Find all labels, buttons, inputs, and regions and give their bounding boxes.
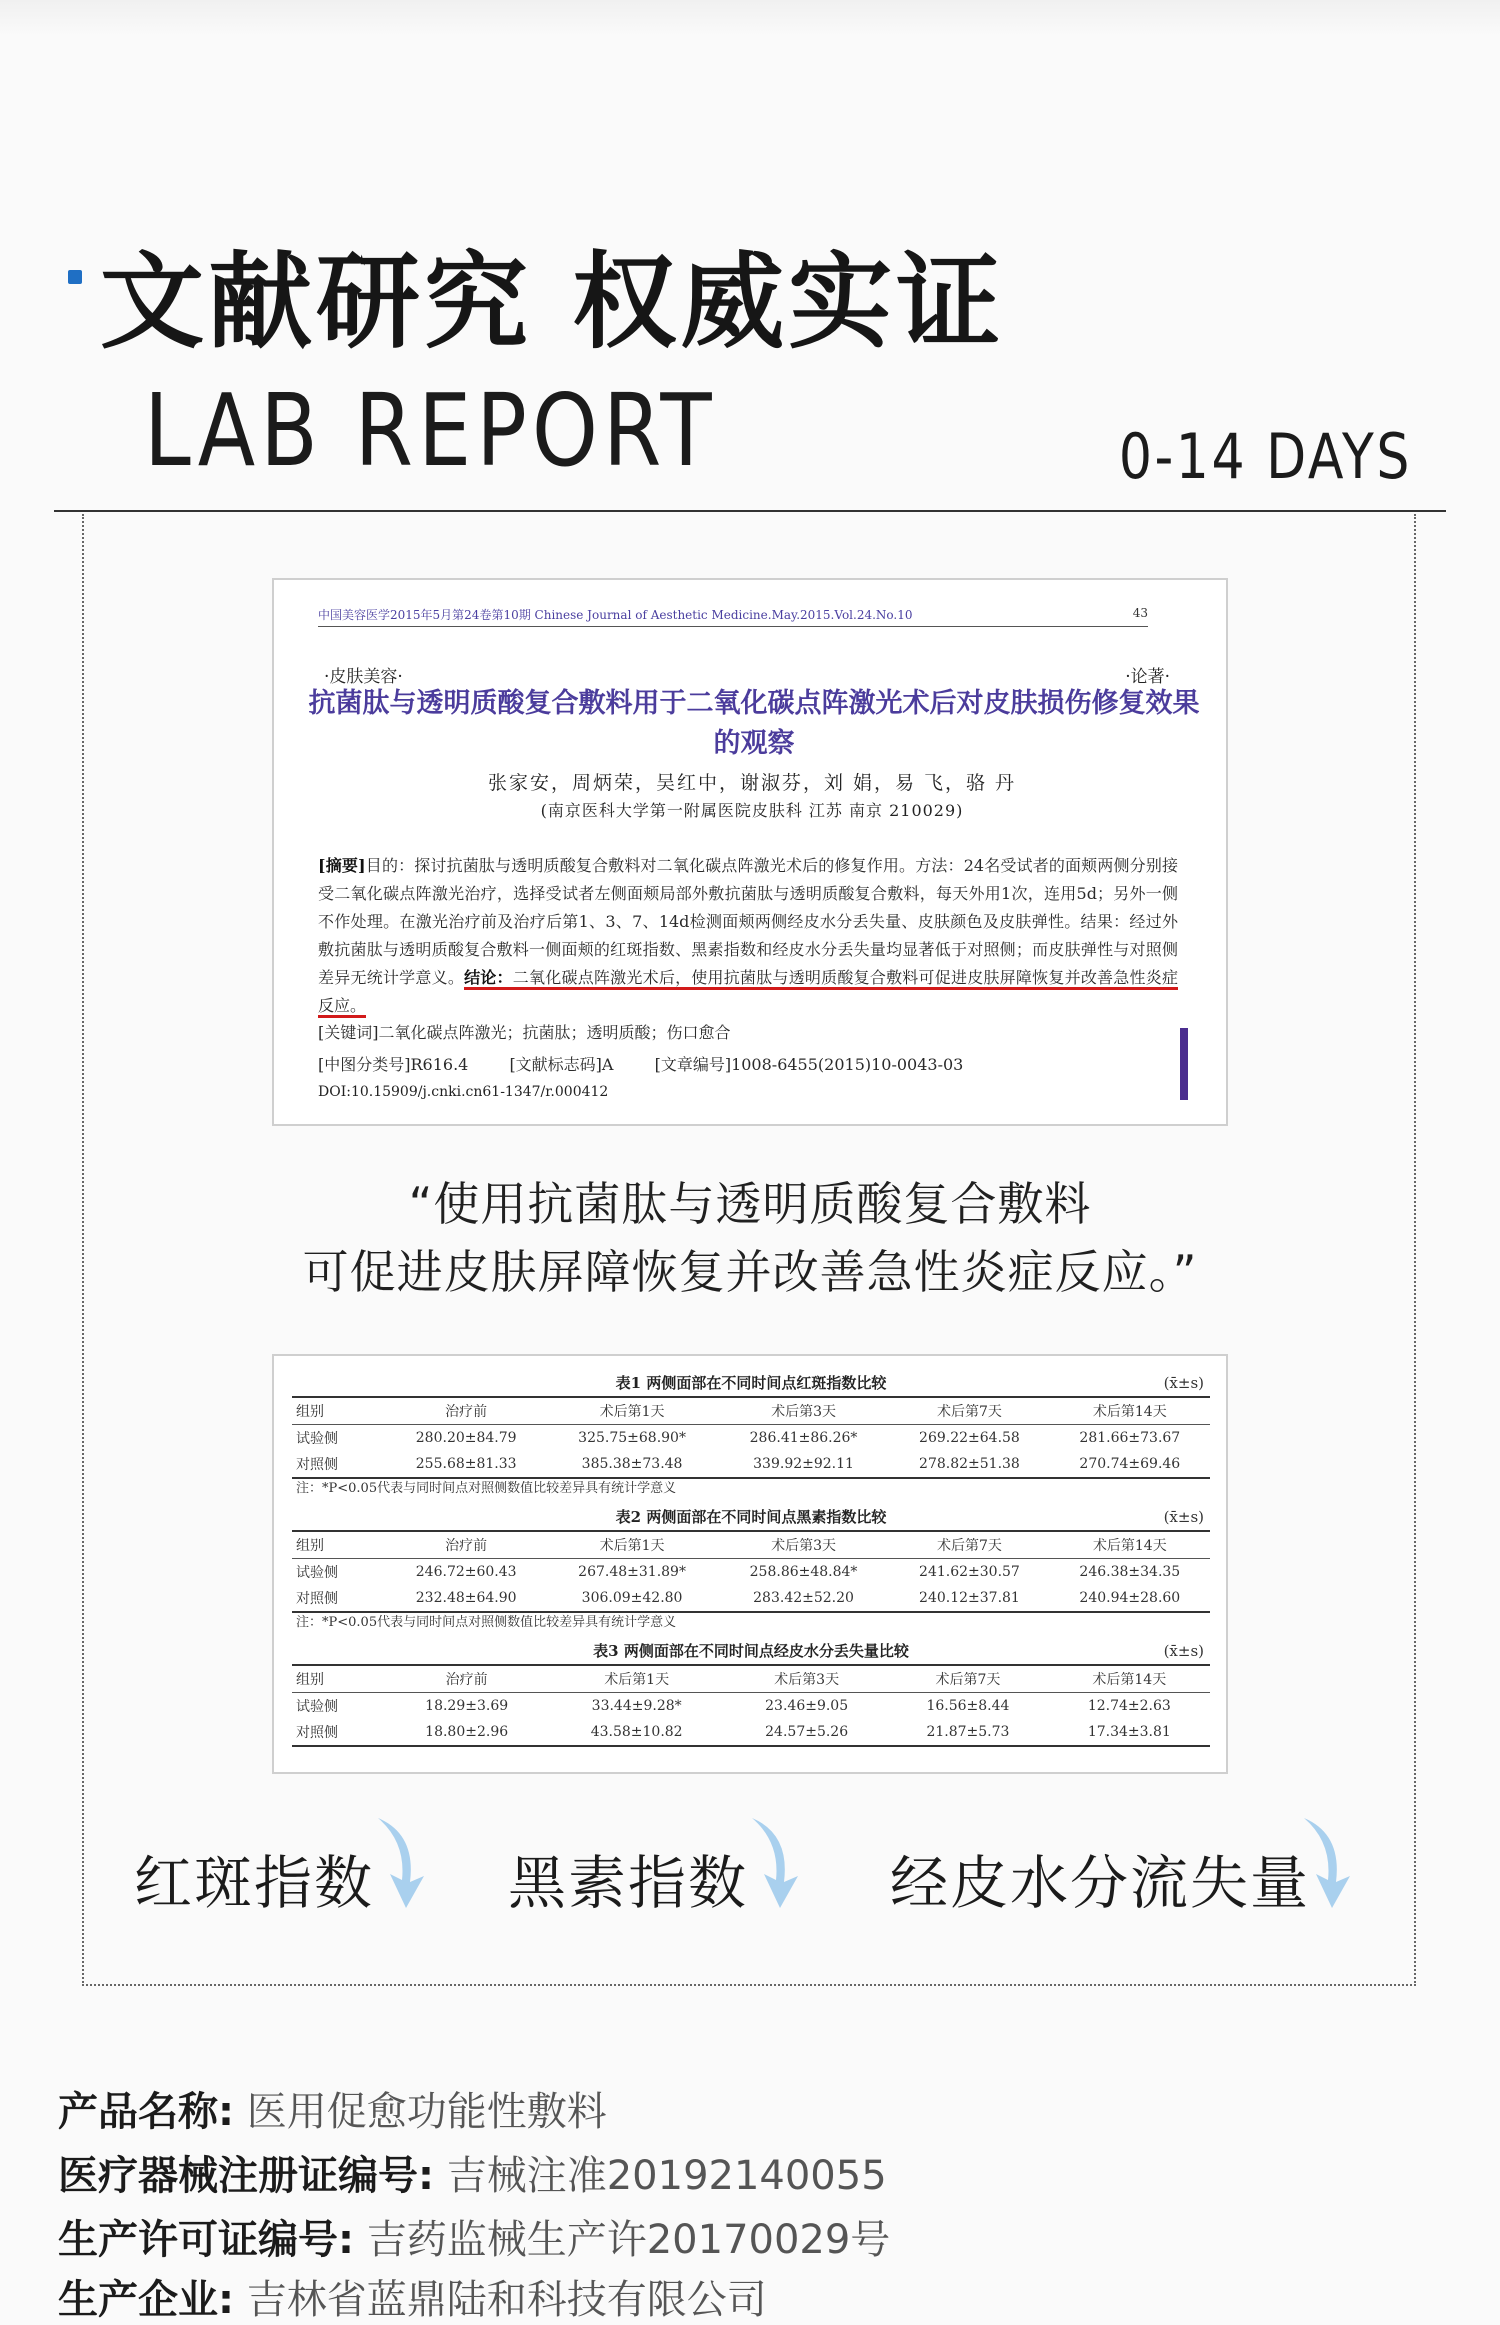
table-cell: 258.86±48.84* <box>749 1564 858 1580</box>
table-cell: 23.46±9.05 <box>765 1698 849 1714</box>
caption-text: 表2 两侧面部在不同时间点黑素指数比较 <box>615 1508 887 1526</box>
col-header: 术后第1天 <box>604 1672 670 1688</box>
table-cell: 385.38±73.48 <box>581 1456 683 1472</box>
curved-arrow-icon <box>746 1812 806 1912</box>
col-header: 术后第3天 <box>771 1404 836 1420</box>
table-cell: 280.20±84.79 <box>415 1430 517 1446</box>
paper-classification <box>318 1052 1178 1075</box>
manufacturer-row <box>58 2268 767 2325</box>
curved-arrow-icon <box>1298 1812 1358 1912</box>
table-cell: 43.58±10.82 <box>590 1724 683 1740</box>
paper-keywords <box>318 1020 1178 1043</box>
table-cell: 240.12±37.81 <box>919 1590 1020 1606</box>
abstract-body: 目的：探讨抗菌肽与透明质酸复合敷料对二氧化碳点阵激光术后的修复作用。方法：24名受试者的面颊两侧分别接受二氧化碳点阵激光治疗，选择受试者左侧面颊局部外敷抗菌肽与透明质酸复合敷料，每天外用1次，连用5d；另外一侧不作处理。在激光治疗前及治疗后第1、3、7、14d检测面颊两侧经皮水分丢失量、皮肤颜色及皮肤弹性。结果：经过外敷抗菌肽与透明质酸复合敷料一侧面颊的红斑指数、黑素指数和经皮水分丢失量均显著低于对照侧；而皮肤弹性与对照侧差异无统计学意义。 <box>318 856 1178 987</box>
keywords-label: [关键词] <box>318 1023 379 1042</box>
data-table <box>292 1396 1210 1479</box>
table-cell: 24.57±5.26 <box>765 1724 849 1740</box>
table-unit: (x̄±s) <box>1163 1374 1204 1392</box>
metric-melanin: 黑素指数 <box>508 1849 749 1917</box>
col-header: 组别 <box>296 1404 324 1420</box>
conclusion-body: 二氧化碳点阵激光术后，使用抗菌肽与透明质酸复合敷料可促进皮肤屏障恢复并改善急性炎症反应。 <box>318 968 1178 1015</box>
table-header-row <box>292 1665 1210 1693</box>
quote-line-2: 可促进皮肤屏障恢复并改善急性炎症反应。” <box>302 1245 1198 1299</box>
col-header: 术后第3天 <box>774 1672 840 1688</box>
metric-erythema: 红斑指数 <box>134 1849 375 1917</box>
table-header-row <box>292 1397 1210 1425</box>
registration-label: 医疗器械注册证编号: <box>58 2153 434 2199</box>
table-cell: 241.62±30.57 <box>919 1564 1020 1580</box>
table-cell: 对照侧 <box>296 1725 338 1741</box>
product-name-label: 产品名称: <box>58 2089 234 2135</box>
table-row <box>292 1559 1210 1586</box>
table-cell: 18.29±3.69 <box>425 1698 509 1714</box>
table-cell: 12.74±2.63 <box>1087 1698 1171 1714</box>
manufacturer-label: 生产企业: <box>58 2277 234 2323</box>
caption-text: 表1 两侧面部在不同时间点红斑指数比较 <box>615 1374 887 1392</box>
table-erythema <box>292 1370 1210 1499</box>
table-cell: 283.42±52.20 <box>753 1590 854 1606</box>
col-header: 术后第14天 <box>1092 1404 1167 1420</box>
journal-line: 中国美容医学2015年5月第24卷第10期 Chinese Journal of Aesthetic Medicine.May.2015.Vol.24.No.10 <box>318 608 913 622</box>
paper-affiliation: (南京医科大学第一附属医院皮肤科 江苏 南京 210029) <box>540 801 964 820</box>
column-tag-left: ·皮肤美容· <box>324 667 403 687</box>
col-header: 组别 <box>296 1672 324 1688</box>
col-header: 治疗前 <box>445 1672 488 1688</box>
caption-text: 表3 两侧面部在不同时间点经皮水分丢失量比较 <box>593 1642 909 1660</box>
table-cell: 21.87±5.73 <box>926 1724 1010 1740</box>
col-header: 术后第1天 <box>599 1404 665 1420</box>
column-tag-right: ·论著· <box>1125 667 1170 687</box>
table-unit: (x̄±s) <box>1163 1508 1204 1526</box>
paper-title: 抗菌肽与透明质酸复合敷料用于二氧化碳点阵激光术后对皮肤损伤修复效果的观察 <box>308 688 1200 759</box>
article-number: [文章编号]1008-6455(2015)10-0043-03 <box>654 1055 964 1074</box>
metric-tewl: 经皮水分流失量 <box>890 1849 1311 1917</box>
table-cell: 对照侧 <box>296 1591 338 1607</box>
table-cell: 339.92±92.11 <box>753 1456 854 1472</box>
col-header: 术后第7天 <box>936 1404 1002 1420</box>
table-row <box>292 1585 1210 1612</box>
title-bullet <box>68 270 82 284</box>
table-header-row <box>292 1531 1210 1559</box>
table-cell: 17.34±3.81 <box>1087 1724 1171 1740</box>
abstract-label: [摘要] <box>318 856 366 875</box>
paper-abstract-image <box>272 578 1228 1126</box>
data-table <box>292 1530 1210 1613</box>
license-label: 生产许可证编号: <box>58 2217 354 2263</box>
conclusion-label: 结论： <box>464 968 513 987</box>
table-tewl <box>292 1638 1210 1747</box>
table-cell: 246.72±60.43 <box>415 1564 517 1580</box>
table-note: 注：*P<0.05代表与同时间点对照侧数值比较差异具有统计学意义 <box>296 1615 677 1630</box>
manufacturer-value: 吉林省蓝鼎陆和科技有限公司 <box>246 2277 767 2323</box>
quote-line-1: “使用抗菌肽与透明质酸复合敷料 <box>408 1177 1092 1231</box>
top-shadow <box>0 0 1500 36</box>
table-cell: 325.75±68.90* <box>578 1430 686 1446</box>
journal-header <box>318 606 1148 627</box>
col-header: 术后第1天 <box>599 1538 665 1554</box>
table-cell: 240.94±28.60 <box>1079 1590 1181 1606</box>
product-name-value: 医用促愈功能性敷料 <box>246 2089 607 2135</box>
table-unit: (x̄±s) <box>1163 1642 1204 1660</box>
table-cell: 试验侧 <box>296 1431 338 1447</box>
header-divider <box>54 510 1446 512</box>
registration-row <box>58 2144 887 2201</box>
table-row <box>292 1719 1210 1746</box>
class-number: [中图分类号]R616.4 <box>318 1055 469 1074</box>
table-cell: 试验侧 <box>296 1699 338 1715</box>
data-table <box>292 1664 1210 1747</box>
table-cell: 试验侧 <box>296 1565 338 1581</box>
curved-arrow-icon <box>372 1812 432 1912</box>
data-tables-image <box>272 1354 1228 1774</box>
page-title: 文献研究 权威实证 <box>100 241 1005 363</box>
col-header: 术后第7天 <box>936 1538 1002 1554</box>
table-cell: 286.41±86.26* <box>749 1430 858 1446</box>
table-cell: 246.38±34.35 <box>1079 1564 1181 1580</box>
table-cell: 278.82±51.38 <box>919 1456 1020 1472</box>
col-header: 治疗前 <box>445 1404 488 1420</box>
paper-authors: 张家安，周炳荣，吴红中，谢淑芬，刘 娟，易 飞，骆 丹 <box>487 772 1017 794</box>
table-cell: 267.48±31.89* <box>578 1564 686 1580</box>
col-header: 治疗前 <box>445 1538 488 1554</box>
table-caption <box>292 1370 1210 1396</box>
page-subtitle: LAB REPORT <box>144 372 717 489</box>
product-name-row <box>58 2080 607 2137</box>
col-header: 术后第14天 <box>1092 1672 1167 1688</box>
table-cell: 对照侧 <box>296 1457 338 1473</box>
table-caption <box>292 1504 1210 1530</box>
conclusion-quote <box>0 1170 1500 1306</box>
paper-doi: DOI:10.15909/j.cnki.cn61-1347/r.000412 <box>318 1084 609 1100</box>
license-value: 吉药监械生产许20170029号 <box>366 2217 891 2263</box>
table-cell: 33.44±9.28* <box>591 1698 682 1714</box>
table-row <box>292 1693 1210 1720</box>
table-cell: 306.09±42.80 <box>581 1590 683 1606</box>
document-code: [文献标志码]A <box>509 1055 614 1074</box>
table-note: 注：*P<0.05代表与同时间点对照侧数值比较差异具有统计学意义 <box>296 1481 677 1496</box>
table-melanin <box>292 1504 1210 1633</box>
license-row <box>58 2208 890 2265</box>
paper-abstract <box>318 852 1178 1020</box>
table-cell: 18.80±2.96 <box>425 1724 509 1740</box>
table-cell: 270.74±69.46 <box>1079 1456 1181 1472</box>
keywords-value: 二氧化碳点阵激光；抗菌肽；透明质酸；伤口愈合 <box>378 1023 731 1042</box>
purple-accent-bar <box>1180 1028 1188 1100</box>
table-cell: 16.56±8.44 <box>926 1698 1010 1714</box>
table-cell: 255.68±81.33 <box>415 1456 517 1472</box>
table-cell: 232.48±64.90 <box>415 1590 517 1606</box>
table-cell: 269.22±64.58 <box>919 1430 1020 1446</box>
table-row <box>292 1425 1210 1452</box>
table-caption <box>292 1638 1210 1664</box>
col-header: 术后第3天 <box>771 1538 836 1554</box>
days-label: 0-14 DAYS <box>1118 420 1412 493</box>
registration-value: 吉械注准20192140055 <box>446 2153 887 2199</box>
table-row <box>292 1451 1210 1478</box>
table-cell: 281.66±73.67 <box>1079 1430 1181 1446</box>
page-number: 43 <box>1132 606 1148 620</box>
col-header: 术后第7天 <box>935 1672 1001 1688</box>
col-header: 术后第14天 <box>1092 1538 1167 1554</box>
col-header: 组别 <box>296 1538 324 1554</box>
